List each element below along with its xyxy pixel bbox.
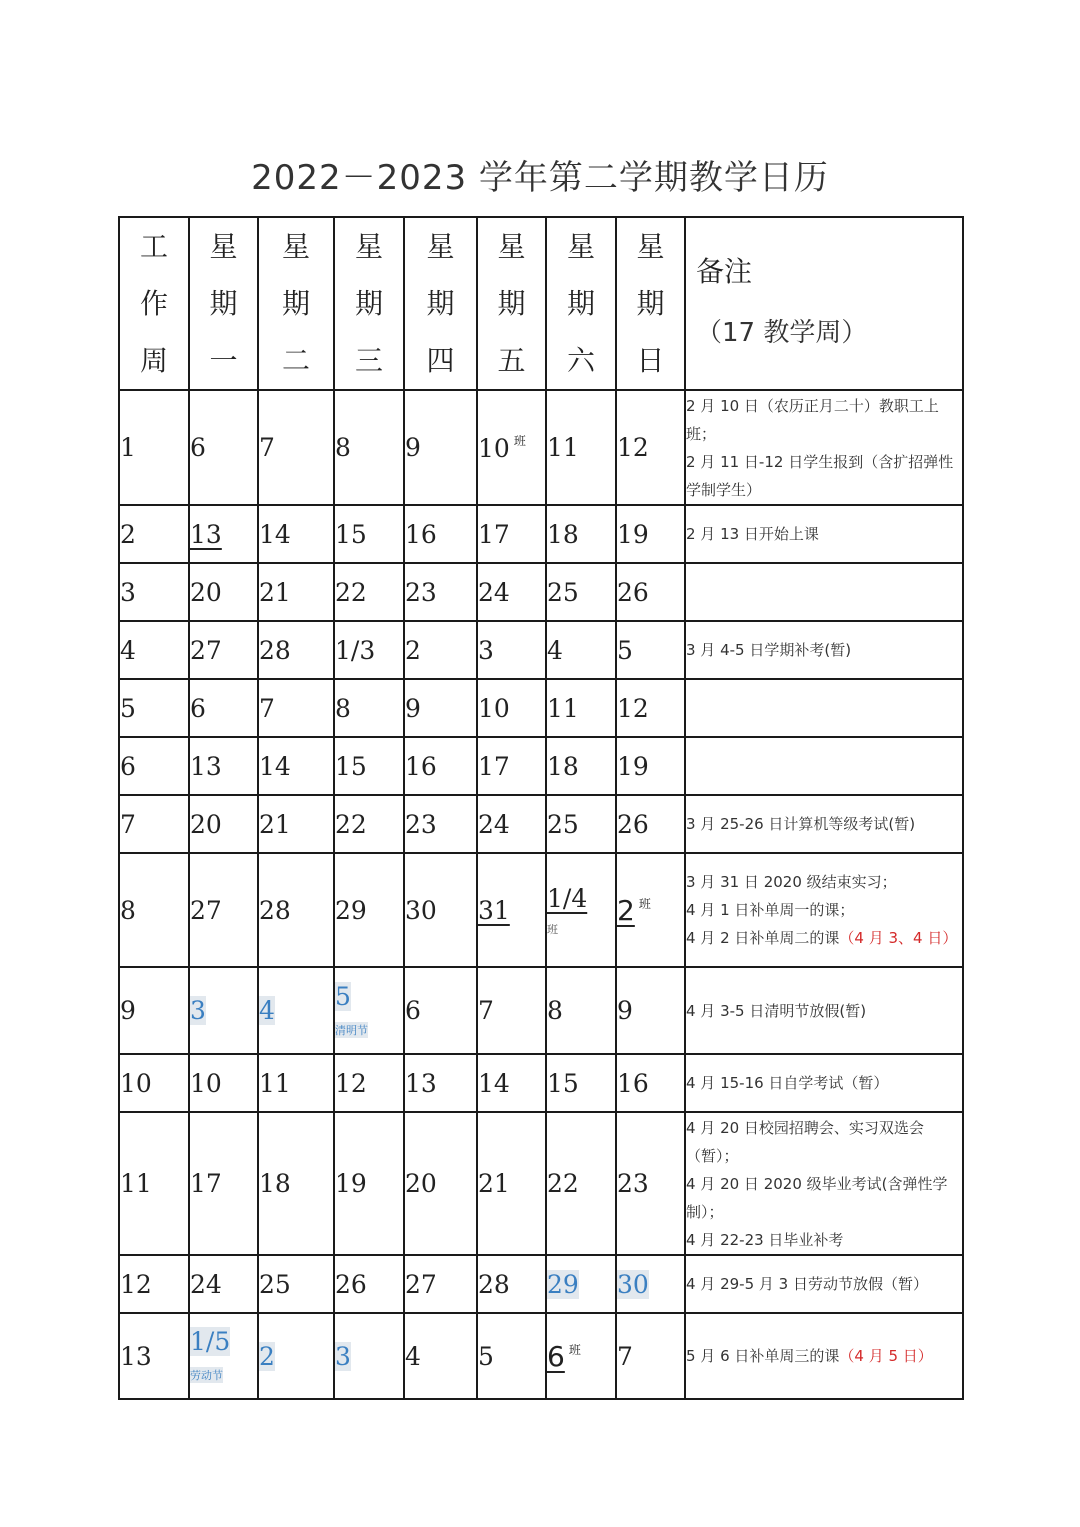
date-cell: 5 [119, 679, 189, 737]
table-row [119, 967, 963, 1054]
date-cell: 6 [119, 737, 189, 795]
date-cell: 2 [119, 505, 189, 563]
note-cell: 3 月 4-5 日学期补考(暂) [685, 621, 963, 679]
date-cell: 25 [546, 795, 616, 853]
date-cell: 15 [546, 1054, 616, 1112]
date-cell: 7 [616, 1313, 685, 1399]
header-tue: 星 期 二 [258, 217, 334, 390]
date-cell: 12 [119, 1255, 189, 1313]
date-cell: 6 [189, 390, 258, 505]
date-cell: 4 [404, 1313, 477, 1399]
date-cell: 18 [258, 1112, 334, 1255]
date-cell: 12 [616, 390, 685, 505]
date-cell: 28 [477, 1255, 546, 1313]
note-cell [685, 737, 963, 795]
table-row [119, 1255, 963, 1313]
table-row [119, 505, 963, 563]
date-cell: 28 [258, 621, 334, 679]
date-cell: 29 [546, 1255, 616, 1313]
date-cell: 6 [404, 967, 477, 1054]
date-cell: 9 [404, 390, 477, 505]
note-cell: 4 月 3-5 日清明节放假(暂) [685, 967, 963, 1054]
date-cell: 7 [258, 390, 334, 505]
header-mon: 星 期 一 [189, 217, 258, 390]
date-cell: 22 [546, 1112, 616, 1255]
table-row [119, 1112, 963, 1255]
header-fri: 星 期 五 [477, 217, 546, 390]
date-cell: 20 [189, 563, 258, 621]
date-cell: 10 [119, 1054, 189, 1112]
date-cell: 5 [477, 1313, 546, 1399]
date-cell: 8 [334, 390, 404, 505]
holiday-label: 劳动节 [190, 1369, 223, 1382]
date-cell: 15 [334, 505, 404, 563]
date-cell: 21 [477, 1112, 546, 1255]
date-cell: 30 [404, 853, 477, 967]
date-cell: 20 [404, 1112, 477, 1255]
date-cell: 13 [404, 1054, 477, 1112]
table-row [119, 853, 963, 967]
header-week: 工 作 周 [119, 217, 189, 390]
note-cell [685, 679, 963, 737]
date-cell: 1 [119, 390, 189, 505]
date-cell: 27 [404, 1255, 477, 1313]
holiday-label: 清明节 [335, 1023, 368, 1037]
note-cell: 2 月 13 日开始上课 [685, 505, 963, 563]
date-cell: 25 [258, 1255, 334, 1313]
date-cell: 23 [616, 1112, 685, 1255]
date-cell: 3 [477, 621, 546, 679]
date-cell: 11 [546, 390, 616, 505]
date-cell: 17 [477, 737, 546, 795]
date-cell: 17 [189, 1112, 258, 1255]
table-row [119, 1054, 963, 1112]
date-cell: 2 $^班$ [616, 853, 685, 967]
date-cell: 10 $^班$ [477, 390, 546, 505]
header-notes: 备注 （17 教学周） [685, 217, 963, 390]
note-cell: 3 月 25-26 日计算机等级考试(暂) [685, 795, 963, 853]
table-row [119, 390, 963, 505]
date-cell: 2 [404, 621, 477, 679]
date-cell: 22 [334, 795, 404, 853]
header-thu: 星 期 四 [404, 217, 477, 390]
date-cell: 13 [189, 737, 258, 795]
date-cell: 31 [477, 853, 546, 967]
date-cell: 25 [546, 563, 616, 621]
date-cell: 8 [334, 679, 404, 737]
date-cell: 19 [334, 1112, 404, 1255]
calendar-table [118, 216, 964, 1400]
date-cell: 13 [119, 1313, 189, 1399]
workday-mark: 班 [568, 1342, 581, 1357]
table-row [119, 1313, 963, 1399]
date-cell: 4 [119, 621, 189, 679]
date-cell: 9 [616, 967, 685, 1054]
date-cell: 10 [477, 679, 546, 737]
date-cell: 12 [616, 679, 685, 737]
date-cell: 19 [616, 737, 685, 795]
date-cell: 18 [546, 737, 616, 795]
date-cell: 16 [404, 505, 477, 563]
date-cell: 11 [258, 1054, 334, 1112]
date-cell: 21 [258, 563, 334, 621]
date-cell: 22 [334, 563, 404, 621]
date-cell: 21 [258, 795, 334, 853]
table-row [119, 679, 963, 737]
date-cell: 9 [404, 679, 477, 737]
date-cell: 14 [258, 737, 334, 795]
note-cell [685, 563, 963, 621]
date-cell: 16 [404, 737, 477, 795]
date-cell: 13 [189, 505, 258, 563]
date-cell: 26 [616, 563, 685, 621]
date-cell: 23 [404, 795, 477, 853]
date-cell: 14 [477, 1054, 546, 1112]
date-cell: 24 [477, 563, 546, 621]
date-cell: 24 [189, 1255, 258, 1313]
workday-mark: 班 [513, 434, 526, 448]
date-cell: 2 [258, 1313, 334, 1399]
date-cell: 29 [334, 853, 404, 967]
table-row [119, 795, 963, 853]
date-cell: 11 [119, 1112, 189, 1255]
date-cell: 1/3 [334, 621, 404, 679]
date-cell: 5 [616, 621, 685, 679]
date-cell: 17 [477, 505, 546, 563]
date-cell: 8 [119, 853, 189, 967]
table-row [119, 563, 963, 621]
date-cell: 1/5 劳动节 [189, 1313, 258, 1399]
workday-mark: 班 [638, 896, 651, 911]
date-cell: 18 [546, 505, 616, 563]
date-cell: 4 [258, 967, 334, 1054]
date-cell: 6 $^班$ [546, 1313, 616, 1399]
date-cell: 20 [189, 795, 258, 853]
table-row [119, 621, 963, 679]
date-cell: 30 [616, 1255, 685, 1313]
date-cell: 15 [334, 737, 404, 795]
date-cell: 7 [477, 967, 546, 1054]
table-row [119, 737, 963, 795]
date-cell: 27 [189, 853, 258, 967]
header-row [119, 217, 963, 390]
note-cell: 4 月 15-16 日自学考试（暂） [685, 1054, 963, 1112]
date-cell: 3 [189, 967, 258, 1054]
note-cell: 4 月 20 日校园招聘会、实习双选会（暂）； 4 月 20 日 2020 级毕业考试(含弹性学制）； 4 月 22-23 日毕业补考 [685, 1112, 963, 1255]
date-cell: 10 [189, 1054, 258, 1112]
header-wed: 星 期 三 [334, 217, 404, 390]
date-cell: 7 [258, 679, 334, 737]
note-cell: 3 月 31 日 2020 级结束实习； 4 月 1 日补单周一的课； 4 月 2 日补单周二的课（4 月 3、4 日） [685, 853, 963, 967]
date-cell: 3 [334, 1313, 404, 1399]
header-sat: 星 期 六 [546, 217, 616, 390]
date-cell: 12 [334, 1054, 404, 1112]
note-cell: 5 月 6 日补单周三的课（4 月 5 日） [685, 1313, 963, 1399]
date-cell: 16 [616, 1054, 685, 1112]
date-cell: 1/4 班 [546, 853, 616, 967]
note-cell: 4 月 29-5 月 3 日劳动节放假（暂） [685, 1255, 963, 1313]
date-cell: 27 [189, 621, 258, 679]
date-cell: 19 [616, 505, 685, 563]
date-cell: 5 清明节 [334, 967, 404, 1054]
date-cell: 11 [546, 679, 616, 737]
page-title: 2022－2023 学年第二学期教学日历 [251, 158, 829, 198]
date-cell: 26 [616, 795, 685, 853]
note-cell: 2 月 10 日（农历正月二十）教职工上班； 2 月 11 日-12 日学生报到（含扩招弹性学制学生） [685, 390, 963, 505]
date-cell: 26 [334, 1255, 404, 1313]
workday-mark: 班 [547, 922, 558, 936]
date-cell: 28 [258, 853, 334, 967]
date-cell: 8 [546, 967, 616, 1054]
date-cell: 9 [119, 967, 189, 1054]
date-cell: 6 [189, 679, 258, 737]
date-cell: 24 [477, 795, 546, 853]
date-cell: 14 [258, 505, 334, 563]
date-cell: 3 [119, 563, 189, 621]
date-cell: 4 [546, 621, 616, 679]
date-cell: 23 [404, 563, 477, 621]
header-sun: 星 期 日 [616, 217, 685, 390]
date-cell: 7 [119, 795, 189, 853]
